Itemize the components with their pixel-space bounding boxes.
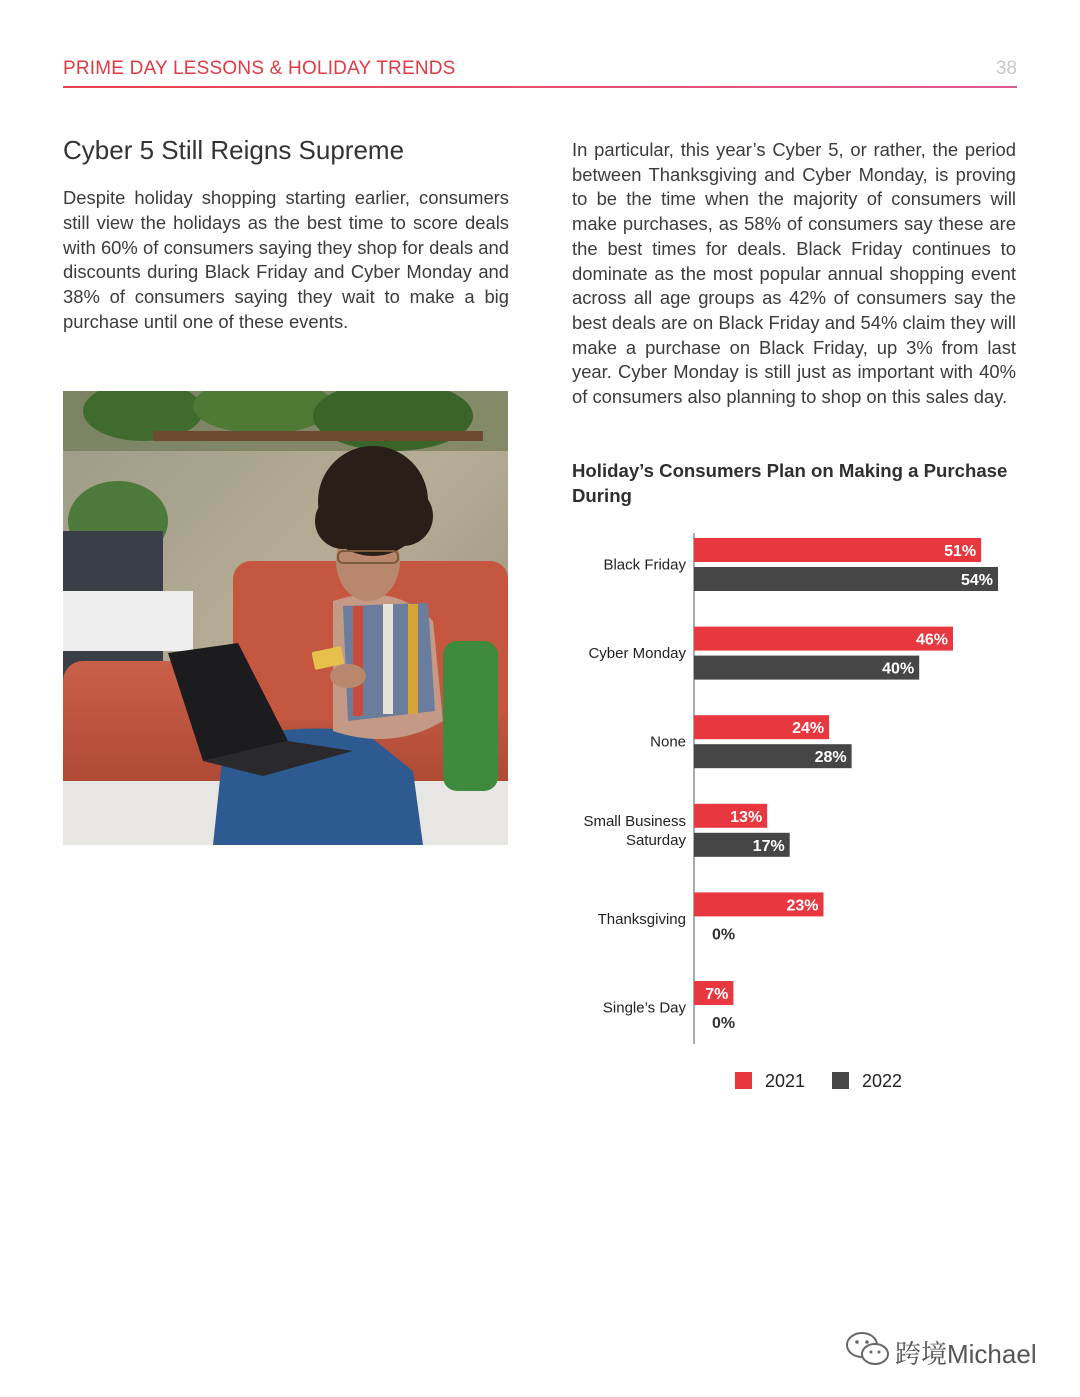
legend-swatch [735,1072,752,1089]
data-label: 54% [960,572,994,589]
chart-title: Holiday’s Consumers Plan on Making a Purchase During [572,460,1008,506]
data-label: 13% [730,808,763,826]
data-label: 17% [752,837,785,855]
category-label: Black Friday [603,556,686,574]
detail-paragraph: In particular, this year’s Cyber 5, or rather, the period between Thanksgiving and Cyber Monday, is proving to be the time when the majority of consumers will make purchases, as 58% of consumers say these are the best times for deals. Black Friday continues to dominate as the most popular annual shopping event across all age groups as 42% of consumers say the best deals are on Black Friday and 54% claim they will make a purchase on Black Friday, up 3% from last year. Cyber Monday is still just as important with 40% of consumers also planning to shop on this sales day. [572,139,1016,408]
bar-2021 [694,627,953,651]
data-label: 0% [712,1015,736,1032]
bar-2022 [694,567,998,591]
page-number: 38 [995,58,1017,79]
watermark [845,1330,1055,1370]
bar-2021 [694,538,981,562]
data-label: 46% [915,631,948,649]
category-label: Thanksgiving [597,910,686,928]
category-label: Cyber Monday [588,645,686,663]
page-header [63,58,1017,90]
right-column [572,138,1016,410]
legend-entry: 2022 [862,1071,903,1091]
data-label: 28% [814,749,847,767]
section-title: PRIME DAY LESSONS & HOLIDAY TRENDS [63,58,456,79]
photo-woman-shopping-online [63,391,508,845]
data-label: 7% [705,986,729,1003]
header-divider [63,86,1017,88]
intro-paragraph: Despite holiday shopping starting earlier, consumers still view the holidays as the best time to score deals with 60% of consumers saying they shop for deals and discounts during Black Friday and Cyber Monday and 38% of consumers saying they wait to make a big purchase until one of these events. [63,187,509,332]
data-label: 0% [712,926,736,944]
bar-chart-svg [560,525,1040,1125]
legend-swatch [832,1072,849,1089]
data-label: 24% [792,720,825,738]
bar-chart [560,525,1040,1125]
article-heading: Cyber 5 Still Reigns Supreme [63,135,405,165]
left-column [63,135,509,335]
category-label: Small Business [583,812,686,830]
data-label: 23% [786,897,819,915]
watermark-text: 跨境Michael [895,1339,1037,1369]
category-label: Single’s Day [602,999,686,1017]
category-label: None [650,733,686,751]
data-label: 51% [944,543,977,560]
legend-entry: 2021 [765,1071,806,1091]
data-label: 40% [882,660,915,678]
category-label: Saturday [625,831,686,849]
wechat-icon [845,1330,891,1368]
